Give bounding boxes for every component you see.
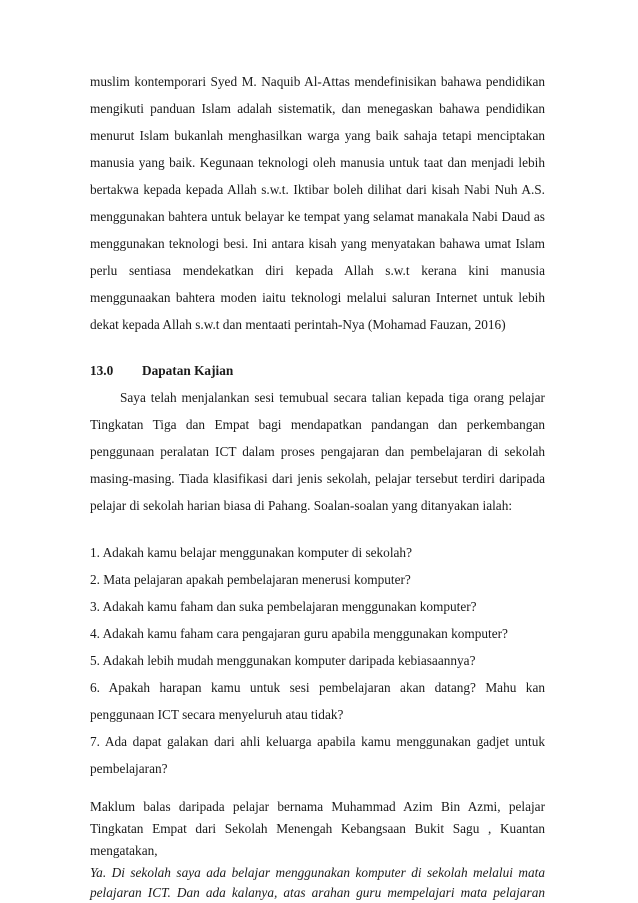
paragraph-line: Saya telah menjalankan sesi temubual secara talian kepada tiga orang pelajar <box>120 390 545 405</box>
paragraph-line: menggunakan teknologi besi. Ini antara kisah yang menyatakan bahawa umat Islam <box>90 236 545 251</box>
paragraph-line: mengatakan, <box>90 843 158 858</box>
paragraph-line: penggunaan peralatan ICT dalam proses pengajaran dan pembelajaran di sekolah <box>90 444 545 459</box>
question-item: pembelajaran? <box>90 761 168 776</box>
question-item: 5. Adakah lebih mudah menggunakan komputer daripada kebiasaannya? <box>90 653 476 668</box>
quote-line: pelajaran ICT. Dan ada kalanya, atas arahan guru mempelajari mata pelajaran <box>90 885 545 900</box>
paragraph-line: dekat kepada Allah s.w.t dan mentaati perintah-Nya (Mohamad Fauzan, 2016) <box>90 317 506 332</box>
section-heading <box>90 363 545 379</box>
paragraph-line: masing-masing. Tiada klasifikasi dari jenis sekolah, pelajar tersebut terdiri daripada <box>90 471 545 486</box>
question-item: 6. Apakah harapan kamu untuk sesi pembelajaran akan datang? Mahu kan <box>90 680 545 695</box>
question-item: 2. Mata pelajaran apakah pembelajaran menerusi komputer? <box>90 572 411 587</box>
paragraph-line: perlu sentiasa mendekatkan diri kepada Allah s.w.t kerana kini manusia <box>90 263 545 278</box>
paragraph-line: menurut Islam bukanlah menghasilkan warga yang baik sahaja tetapi menciptakan <box>90 128 545 143</box>
paragraph-line: manusia yang baik. Kegunaan teknologi oleh manusia untuk taat dan menjadi lebih <box>90 155 545 170</box>
section-number: 13.0 <box>90 363 114 378</box>
paragraph-line: Tingkatan Empat dari Sekolah Menengah Kebangsaan Bukit Sagu , Kuantan <box>90 821 545 836</box>
paragraph-line: Maklum balas daripada pelajar bernama Muhammad Azim Bin Azmi, pelajar <box>90 799 545 814</box>
paragraph-line: menggunaakan bahtera moden iaitu teknologi melalui saluran Internet untuk lebih <box>90 290 545 305</box>
question-item: 3. Adakah kamu faham dan suka pembelajaran menggunakan komputer? <box>90 599 477 614</box>
paragraph-line: menggunakan bahtera untuk belayar ke tempat yang selamat manakala Nabi Daud as <box>90 209 545 224</box>
question-item: 7. Ada dapat galakan dari ahli keluarga apabila kamu menggunakan gadjet untuk <box>90 734 545 749</box>
question-item: 4. Adakah kamu faham cara pengajaran guru apabila menggunakan komputer? <box>90 626 508 641</box>
question-item: penggunaan ICT secara menyeluruh atau tidak? <box>90 707 344 722</box>
paragraph-line: muslim kontemporari Syed M. Naquib Al-Attas mendefinisikan bahawa pendidikan <box>90 74 545 89</box>
question-item: 1. Adakah kamu belajar menggunakan komputer di sekolah? <box>90 545 412 560</box>
paragraph-line: Tingkatan Tiga dan Empat bagi mendapatkan pandangan dan perkembangan <box>90 417 545 432</box>
paragraph-line: bertakwa kepada kepada Allah s.w.t. Iktibar boleh dilihat dari kisah Nabi Nuh A.S. <box>90 182 545 197</box>
section-title: Dapatan Kajian <box>142 363 234 378</box>
paragraph-line: pelajar di sekolah harian biasa di Pahang. Soalan-soalan yang ditanyakan ialah: <box>90 498 513 513</box>
quote-line: Ya. Di sekolah saya ada belajar menggunakan komputer di sekolah melalui mata <box>90 865 545 880</box>
paragraph-line: mengikuti panduan Islam adalah sistematik, dan menegaskan bahawa pendidikan <box>90 101 545 116</box>
